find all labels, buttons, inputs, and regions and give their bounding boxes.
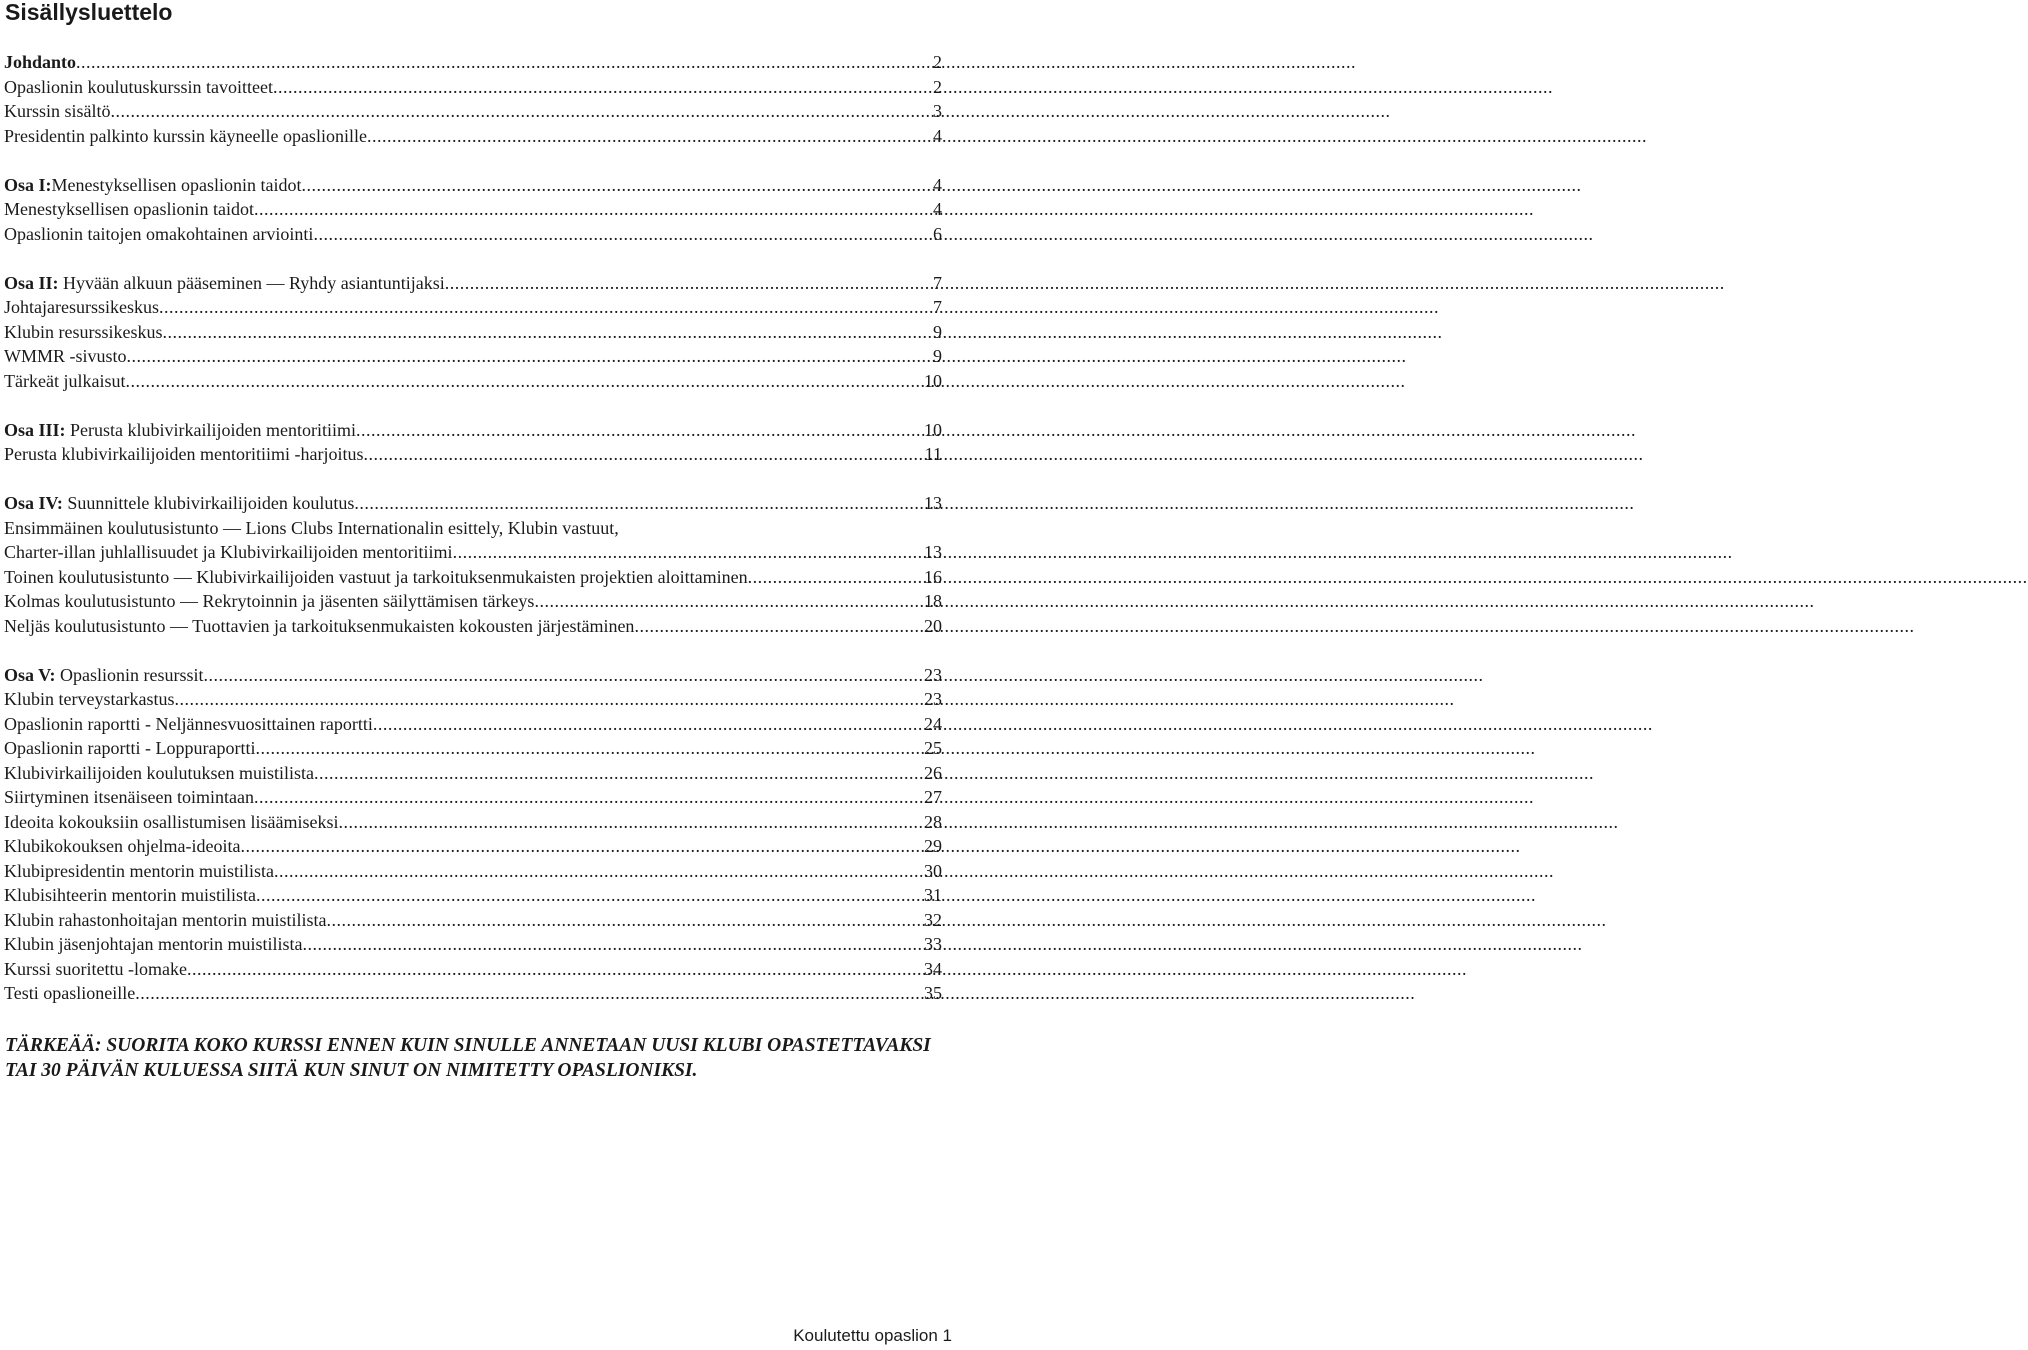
toc-page-number: 35 [924,983,942,1003]
toc-leader-dots [254,785,924,810]
toc-leader-dots [135,981,924,1006]
toc-entry[interactable] [4,565,942,590]
toc-page-number: 11 [924,444,942,464]
toc-entry-title: Perusta klubivirkailijoiden mentoritiimi [65,419,356,440]
toc-entry-title: Klubin terveystarkastus [4,689,175,709]
toc-entry[interactable] [4,418,942,443]
toc-entry[interactable] [4,295,942,320]
toc-page-number: 13 [924,493,942,513]
toc-page-number: 29 [924,836,942,856]
toc-leader-dots [356,418,924,443]
toc-section-label: Osa I: [4,174,52,195]
toc-page-number: 6 [933,223,942,244]
toc-leader-dots [367,124,933,149]
toc-entry-title: Klubin rahastonhoitajan mentorin muistilista [4,909,327,930]
toc-entry[interactable] [4,516,942,541]
toc-page-number: 4 [933,125,942,146]
toc-leader-dots [748,565,924,590]
toc-page-number: 13 [924,542,942,562]
toc-entry-title: Kurssin sisältö [4,101,111,121]
toc-leader-dots [127,344,933,369]
toc-leader-dots [338,810,924,835]
toc-entry-title: Charter-illan juhlallisuudet ja Klubivirkailijoiden mentoritiimi [4,542,453,562]
toc-entry-title: Opaslionin taitojen omakohtainen arviointi [4,223,314,244]
toc-page-number: 28 [924,811,942,832]
toc-entry[interactable] [4,687,942,712]
toc-leader-dots [273,75,933,100]
toc-entry[interactable] [4,663,942,688]
toc-entry[interactable] [4,271,942,296]
toc-page-number: 4 [933,174,942,195]
toc-page-number: 4 [933,199,942,219]
toc-page-number: 3 [933,101,942,121]
toc-entry-title: Toinen koulutusistunto — Klubivirkailijoiden vastuut ja tarkoituksenmukaisten projektien aloittaminen [4,566,748,587]
toc-entry[interactable] [4,320,942,345]
toc-entry[interactable] [4,712,942,737]
toc-entry-title: Ensimmäinen koulutusistunto — Lions Clubs Internationalin esittely, Klubin vastuut, [4,517,619,538]
toc-entry-title: Tärkeät julkaisut [4,370,126,391]
toc-page-number: 26 [924,762,942,783]
toc-entry-title: Ideoita kokouksiin osallistumisen lisäämiseksi [4,811,339,832]
toc-entry[interactable] [4,785,942,810]
toc-leader-dots [313,222,933,247]
toc-page-number: 10 [924,419,942,440]
toc-leader-dots [256,883,924,908]
toc-leader-dots [326,908,924,933]
toc-page-number: 20 [924,615,942,636]
toc-entry-title: Presidentin palkinto kurssin käyneelle opaslionille [4,125,367,146]
toc-entry-title: Menestyksellisen opaslionin taidot [51,174,302,195]
toc-section-label: Osa II: [4,272,59,293]
toc-leader-dots [187,957,924,982]
toc-entry[interactable] [4,369,942,394]
toc-entry-title: WMMR -sivusto [4,346,127,366]
toc-page-number: 25 [924,738,942,758]
toc-entry-title: Perusta klubivirkailijoiden mentoritiimi -harjoitus [4,444,364,464]
toc-page-number: 32 [924,909,942,930]
toc-entry[interactable] [4,883,942,908]
important-notice: TÄRKEÄÄ: SUORITA KOKO KURSSI ENNEN KUIN SINULLE ANNETAAN UUSI KLUBI OPASTETTAVAKSI TAI 30 PÄIVÄN KULUESSA SIITÄ KUN SINUT ON NIMITETTY OPASLIONIKSI. [5,1035,931,1081]
toc-entry-title: Kurssi suoritettu -lomake [4,958,187,979]
toc-leader-dots [302,173,934,198]
toc-entry-title: Klubipresidentin mentorin muistilista [4,860,274,881]
toc-page-number: 23 [924,689,942,709]
toc-entry-title: Opaslionin koulutuskurssin tavoitteet [4,76,273,97]
toc-entry-title: Opaslionin raportti - Loppuraportti [4,738,256,758]
toc-entry-title: Klubin jäsenjohtajan mentorin muistilista [4,934,303,954]
toc-entry[interactable] [4,197,942,222]
toc-page-number: 9 [933,346,942,366]
toc-leader-dots [373,712,924,737]
toc-entry[interactable] [4,540,942,565]
toc-leader-dots [163,320,934,345]
toc-page-number: 7 [933,272,942,293]
toc-page-number: 16 [924,566,942,587]
toc-entry[interactable] [4,222,942,247]
toc-entry[interactable] [4,834,942,859]
toc-leader-dots [255,736,924,761]
toc-entry-title: Johtajaresurssikeskus [4,297,159,317]
toc-entry-title: Opaslionin raportti - Neljännesvuosittainen raportti [4,713,373,734]
toc-entry[interactable] [4,50,942,75]
toc-page-number: 2 [933,52,942,72]
toc-entry-title: Testi opaslioneille [4,983,136,1003]
toc-entry[interactable] [4,736,942,761]
toc-entry[interactable] [4,99,942,124]
toc-page-number: 9 [933,321,942,342]
toc-entry-title: Neljäs koulutusistunto — Tuottavien ja tarkoituksenmukaisten kokousten järjestäminen [4,615,635,636]
toc-page-number: 27 [924,787,942,807]
page-footer: Koulutettu opaslion 1 [793,1326,952,1345]
toc-leader-dots [354,491,924,516]
toc-leader-dots [254,197,933,222]
toc-leader-dots [363,442,924,467]
toc-leader-dots [125,369,924,394]
toc-entry-title: Menestyksellisen opaslionin taidot [4,199,254,219]
toc-page-number: 24 [924,713,942,734]
toc-leader-dots [314,761,924,786]
toc-entry[interactable] [4,761,942,786]
toc-leader-dots [240,834,924,859]
toc-leader-dots [534,589,924,614]
toc-entry[interactable] [4,957,942,982]
toc-leader-dots [274,859,924,884]
toc-entry[interactable] [4,810,942,835]
toc-entry[interactable] [4,908,942,933]
toc-entry-title: Suunnittele klubivirkailijoiden koulutus [62,493,355,513]
toc-leader-dots [445,271,933,296]
toc-leader-dots [159,295,933,320]
toc-entry-title: Siirtyminen itsenäiseen toimintaan [4,787,254,807]
toc-entry[interactable] [4,614,942,639]
toc-page-number: 18 [924,591,942,611]
toc-entry[interactable] [4,75,942,100]
toc-leader-dots [76,50,933,75]
toc-entry[interactable] [4,173,942,198]
toc-entry[interactable] [4,932,942,957]
toc-leader-dots [204,663,924,688]
toc-entry-title: Klubikokouksen ohjelma-ideoita [4,836,241,856]
toc-page-number: 10 [924,370,942,391]
toc-leader-dots [174,687,924,712]
toc-entry[interactable] [4,491,942,516]
toc-entry-title: Hyvään alkuun pääseminen — Ryhdy asiantuntijaksi [58,272,445,293]
toc-entry[interactable] [4,859,942,884]
toc-section-label: Johdanto [4,52,77,72]
toc-leader-dots [453,540,924,565]
toc-leader-dots [634,614,924,639]
toc-section-label: Osa III: [4,419,66,440]
toc-entry-title: Opaslionin resurssit [55,664,204,685]
page-title: Sisällysluettelo [5,0,173,25]
toc-page-number: 30 [924,860,942,881]
toc-entry-title: Klubin resurssikeskus [4,321,163,342]
toc-entry-title: Klubivirkailijoiden koulutuksen muistilista [4,762,314,783]
toc-entry[interactable] [4,589,942,614]
table-of-contents [4,50,942,1006]
toc-page-number: 33 [924,934,942,954]
toc-entry-title: Klubisihteerin mentorin muistilista [4,885,256,905]
toc-leader-dots [111,99,933,124]
toc-entry[interactable] [4,124,942,149]
toc-entry[interactable] [4,442,942,467]
toc-page-number: 34 [924,958,942,979]
toc-entry[interactable] [4,981,942,1006]
toc-section-label: Osa IV: [4,493,63,513]
toc-entry[interactable] [4,344,942,369]
toc-leader-dots [302,932,924,957]
toc-section-label: Osa V: [4,664,56,685]
toc-page-number: 23 [924,664,942,685]
toc-page-number: 7 [933,297,942,317]
toc-page-number: 31 [924,885,942,905]
toc-entry-title: Kolmas koulutusistunto — Rekrytoinnin ja jäsenten säilyttämisen tärkeys [4,591,535,611]
toc-page-number: 2 [933,76,942,97]
